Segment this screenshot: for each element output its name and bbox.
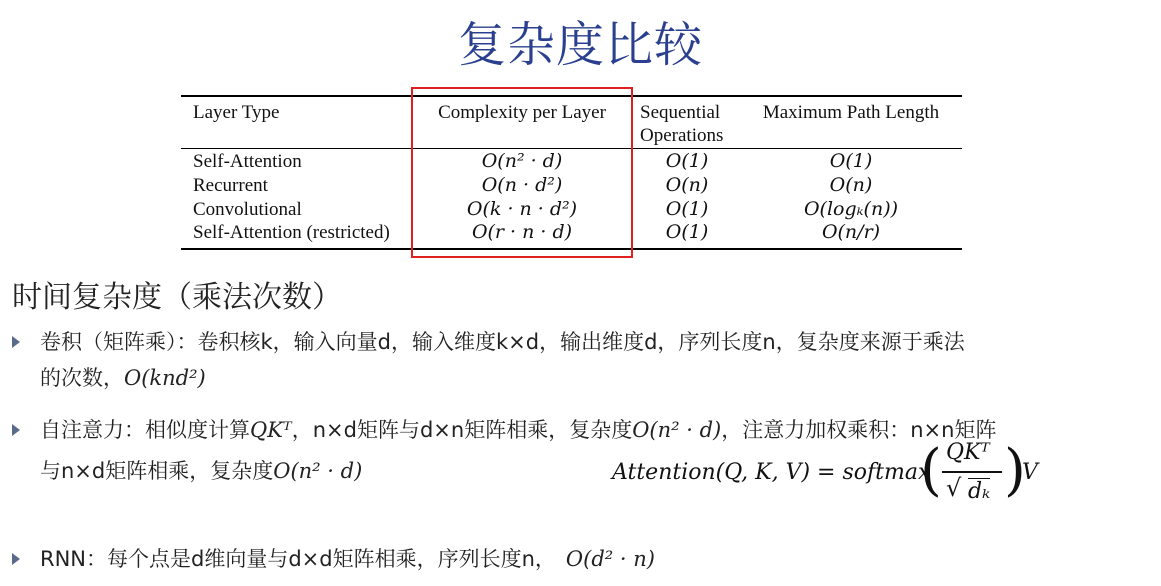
- header-sequential-2: Operations: [640, 125, 724, 146]
- row-complexity: O(k · n · d²): [466, 198, 578, 220]
- rnn-formula: O(d² · n): [565, 547, 655, 571]
- rnn-text: RNN：每个点是d维向量与d×d矩阵相乘，序列长度n，: [40, 547, 556, 571]
- section-heading: 时间复杂度（乘法次数）: [12, 280, 342, 315]
- row-sequential: O(1): [665, 150, 709, 172]
- formula-lhs: Attention(Q, K, V) = softmax: [612, 460, 931, 485]
- attn-text-d: 与n×d矩阵相乘，复杂度: [40, 459, 274, 483]
- row-sequential: O(1): [665, 198, 709, 220]
- row-sequential: O(n): [665, 174, 709, 196]
- formula-paren-left: (: [920, 438, 942, 503]
- bullet-arrow-icon: [12, 424, 20, 436]
- bullet-attn-line2: [40, 454, 362, 488]
- attn-formula1: O(n² · d): [632, 418, 722, 442]
- header-layer-type: Layer Type: [193, 102, 280, 123]
- attn-formula2: O(n² · d): [273, 459, 363, 483]
- bullet-attn-line1: [40, 413, 996, 447]
- formula-paren-right: ): [1004, 438, 1026, 503]
- row-type: Recurrent: [193, 175, 268, 196]
- bullet-arrow-icon: [12, 553, 20, 565]
- attn-text-c: ，注意力加权乘积：n×n矩阵: [721, 418, 997, 442]
- bullet-arrow-icon: [12, 336, 20, 348]
- attn-text-a: 自注意力：相似度计算: [40, 418, 250, 442]
- row-max-path: O(1): [829, 150, 873, 172]
- row-type: Self-Attention: [193, 151, 302, 172]
- row-type: Convolutional: [193, 199, 302, 220]
- formula-numerator: QKᵀ: [946, 440, 990, 465]
- fraction-bar: [942, 471, 1002, 473]
- row-complexity: O(r · n · d): [471, 221, 573, 243]
- header-max-path: Maximum Path Length: [762, 102, 940, 123]
- row-type: Self-Attention (restricted): [193, 222, 390, 243]
- row-max-path: O(n/r): [821, 221, 881, 243]
- row-max-path: O(logₖ(n)): [803, 198, 899, 220]
- formula-denominator: dₖ: [968, 479, 991, 504]
- row-sequential: O(1): [665, 221, 709, 243]
- bullet-conv-line1: 卷积（矩阵乘）：卷积核k，输入向量d，输入维度k×d，输出维度d，序列长度n，复杂度来源于乘法: [40, 330, 965, 354]
- header-sequential-1: Sequential: [640, 102, 721, 123]
- page-title: 复杂度比较: [457, 17, 703, 73]
- row-max-path: O(n): [829, 174, 873, 196]
- header-complexity: Complexity per Layer: [438, 102, 606, 123]
- highlight-box: [411, 87, 633, 258]
- row-complexity: O(n² · d): [481, 150, 563, 172]
- bullet-conv-text: 的次数，: [40, 366, 124, 390]
- row-complexity: O(n · d²): [481, 174, 563, 196]
- sqrt-icon: √: [946, 474, 962, 502]
- bullet-rnn: [40, 542, 655, 576]
- attn-text-b: ，n×d矩阵与d×n矩阵相乘，复杂度: [291, 418, 633, 442]
- conv-formula: O(knd²): [124, 366, 206, 390]
- attn-qk: QKᵀ: [250, 418, 292, 442]
- formula-rhs: V: [1022, 460, 1038, 485]
- bullet-conv-line2: [40, 361, 206, 395]
